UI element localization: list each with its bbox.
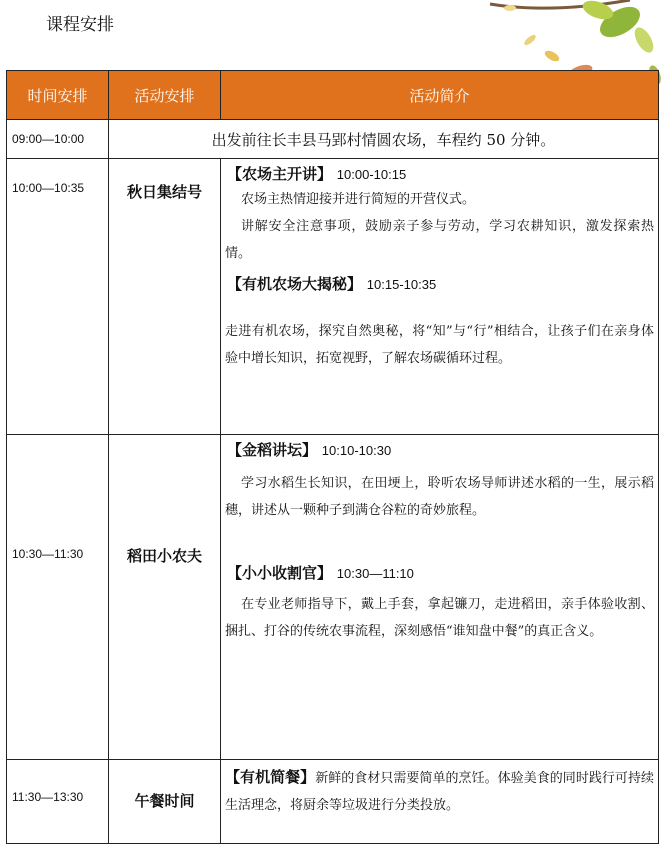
section-paragraph: 新鲜的食材只需要简单的烹饪。体验美食的同时践行可持续生活理念，将厨余等垃圾进行分类投放。 <box>225 771 654 813</box>
section-title: 【有机农场大揭秘】 <box>227 275 363 293</box>
time-cell: 11:30—13:30 <box>12 790 84 804</box>
table-row <box>7 435 659 760</box>
time-cell: 09:00—10:00 <box>7 120 109 159</box>
schedule-table <box>6 70 659 844</box>
activity-cell: 稻田小农夫 <box>126 547 202 565</box>
activity-cell: 午餐时间 <box>134 792 195 810</box>
section-time: 10:10-10:30 <box>321 443 392 458</box>
table-row <box>7 760 659 844</box>
time-cell: 10:00—10:35 <box>12 181 85 195</box>
page-title: 课程安排 <box>46 15 114 35</box>
section-title: 【小小收割官】 <box>227 564 333 582</box>
activity-cell: 秋日集结号 <box>126 183 202 201</box>
header-time: 时间安排 <box>7 71 109 120</box>
section-paragraph: 走进有机农场，探究自然奥秘，将“知”与“行”相结合，让孩子们在亲身体验中增长知识，拓宽视野，了解农场碳循环过程。 <box>225 324 654 366</box>
intro-cell: 出发前往长丰县马郢村情圆农场，车程约 50 分钟。 <box>109 120 659 159</box>
intro-cell <box>221 760 659 844</box>
section-paragraph: 在专业老师指导下，戴上手套，拿起镰刀，走进稻田，亲手体验收割、捆扎、打谷的传统农事流程，深刻感悟“谁知盘中餐”的真正含义。 <box>225 597 654 639</box>
section-time: 10:00-10:15 <box>336 167 407 182</box>
section-time: 10:30—11:10 <box>336 566 414 581</box>
section-title: 【金稻讲坛】 <box>227 441 318 459</box>
intro-cell <box>221 159 659 435</box>
section-paragraph: 讲解安全注意事项，鼓励亲子参与劳动，学习农耕知识，激发探索热情。 <box>225 219 654 261</box>
table-row <box>7 159 659 435</box>
section-time: 10:15-10:35 <box>366 277 437 292</box>
table-header-row <box>7 71 659 120</box>
time-cell: 10:30—11:30 <box>12 547 84 561</box>
section-paragraph: 农场主热情迎接并进行简短的开营仪式。 <box>241 192 476 207</box>
header-intro: 活动简介 <box>221 71 659 120</box>
section-paragraph: 学习水稻生长知识，在田埂上，聆听农场导师讲述水稻的一生，展示稻穗，讲述从一颗种子到满仓谷粒的奇妙旅程。 <box>225 476 654 518</box>
section-title: 【有机简餐】 <box>225 768 316 786</box>
intro-cell <box>221 435 659 760</box>
header-activity: 活动安排 <box>109 71 221 120</box>
table-row <box>7 120 659 159</box>
section-title: 【农场主开讲】 <box>227 165 333 183</box>
